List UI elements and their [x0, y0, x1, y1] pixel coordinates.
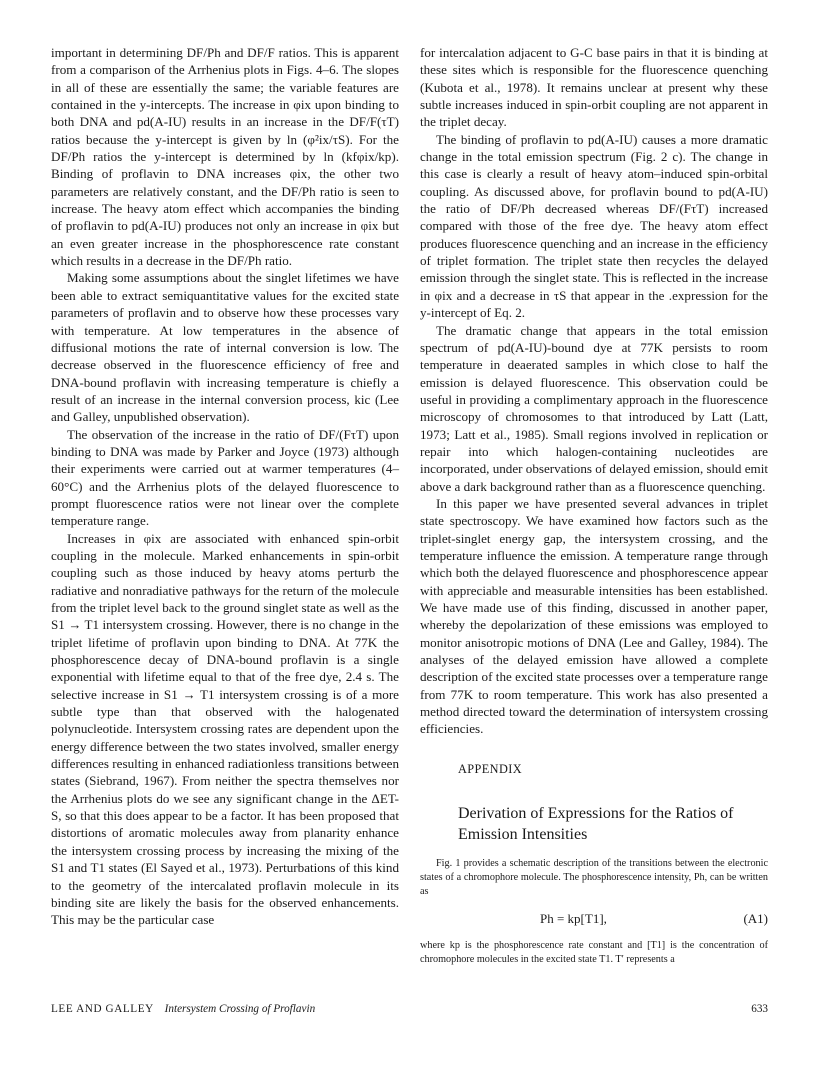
equation-a1: [420, 907, 768, 933]
body-paragraph: The dramatic change that appears in the total emission spectrum of pd(A-IU)-bound dye at 77K persists to room temperature in deaerated samples in which close to half the emission is delayed fluorescence. This observation could be useful in providing a complimentary approach in the fluorescence microscopy of chromosomes to that introduced by Latt (Latt, 1973; Latt et al., 1985). Small regions involved in replication or repair into which halogen-containing nucleotides are incorporated, under observations of delayed emission, should emit above a dark background rather than as a fluorescence quenching.: [420, 322, 768, 494]
body-paragraph: The binding of proflavin to pd(A-IU) causes a more dramatic change in the total emission spectrum (Fig. 2 c). The change in this case is clearly a result of heavy atom–induced spin-orbital coupling. As discussed above, for proflavin bound to pd(A-IU) the ratio of DF/Ph decreased whereas DF/(FτT) increased compared with those of the free dye. The heavy atom effect produces fluorescence quenching and an increase in the efficiency of triplet formation. The triplet state then recycles the delayed emission through the singlet state. This is reflected in the increase in φix and a decrease in τS that appear in the .expression for the y-intercept of Eq. 2.: [420, 131, 768, 321]
body-paragraph: The observation of the increase in the ratio of DF/(FτT) upon binding to DNA was made by Parker and Joyce (1973) although their experiments were carried out at warmer temperatures (4–60°C) and the Arrhenius plots of the delayed fluorescence to prompt fluorescence ratios were not linear over the complete temperature range.: [51, 426, 399, 529]
body-paragraph: Making some assumptions about the singlet lifetimes we have been able to extract semiquantitative values for the excited state parameters of proflavin and to observe how these processes vary with temperature. At low temperatures in the absence of diffusional motions the rate of internal conversion is low. The decrease observed in the fluorescence efficiency of free and DNA-bound proflavin with increasing temperature is chiefly a result of an increase in the internal conversion process, kic (Lee and Galley, unpublished observation).: [51, 270, 399, 425]
running-head: [51, 1003, 315, 1015]
appendix-heading: APPENDIX: [458, 761, 523, 776]
body-paragraph: Increases in φix are associated with enhanced spin-orbit coupling in the molecule. Marked enhancements in spin-orbit coupling such as those induced by heavy atoms perturb the radiative and nonradiative pathways for the return of the molecule from the triplet level back to the ground singlet state as well as the S1 → T1 intersystem crossing. However, there is no change in the triplet lifetime of proflavin upon binding to DNA. At 77K the phosphorescence decay of DNA-bound proflavin is a single exponential with lifetime equal to that of the free dye, 2.4 s. The selective increase in S1 → T1 intersystem crossing is of a more subtle type than that observed with the halogenated polynucleotide. Intersystem crossing rates are dependent upon the energy difference between the two states involved, smaller energy differences resulting in enhanced radiationless transitions between states (Siebrand, 1967). From neither the spectra themselves nor the Arrhenius plots do we see any significant change in the ΔET-S, so that this does appear to be a factor. It has been proposed that distortions of aromatic molecules away from planarity enhance the intersystem crossing process by increasing the mixing of the S1 and T1 states (El Sayed et al., 1973). Perturbations of this kind to the geometry of the intercalated proflavin molecule in its binding site are likely the basis for the observed enhancements. This may be the particular case: [51, 530, 399, 928]
equation-number: (A1): [743, 911, 768, 927]
equation-expression: Ph = kp[T1],: [540, 911, 607, 927]
left-column: [51, 44, 399, 929]
appendix-paragraph: where kp is the phosphorescence rate constant and [T1] is the concentration of chromophore molecules in the excited state T1. T′ represents a: [420, 940, 768, 966]
appendix-title: Derivation of Expressions for the Ratios of Emission Intensities: [458, 804, 734, 843]
appendix-paragraph: Fig. 1 provides a schematic description of the transitions between the electronic states of a chromophore molecule. The phosphorescence intensity, Ph, can be written as: [420, 857, 768, 897]
body-paragraph: important in determining DF/Ph and DF/F ratios. This is apparent from a comparison of the Arrhenius plots in Figs. 4–6. The slopes in all of these are essentially the same; the variable features are contained in the y-intercepts. The increase in φix upon binding to both DNA and pd(A-IU) results in an increase in the DF/F(τT) ratios because the y-intercept is given by ln (φ²ix/τS). For the DF/Ph ratios the y-intercept is determined by ln (kfφix/kp). Binding of proflavin to DNA increases φix, the other two parameters are relatively constant, and the DF/Ph ratio is seen to increase. The heavy atom effect which accompanies the binding of proflavin to pd(A-IU) produces not only an increase in φix but an even greater increase in the phosphorescence rate constant which results in a decrease in the DF/Ph ratio.: [51, 45, 399, 269]
body-paragraph: In this paper we have presented several advances in triplet state spectroscopy. We have examined how factors such as the triplet-singlet energy gap, the intersystem crossing, and the temperature influence the emission. A temperature range through which both the delayed fluorescence and phosphorescence appear with appreciable and measurable intensities has been established. We have made use of this finding, discussed in another paper, whereby the depolarization of these emissions was employed to monitor anisotropic motions of DNA (Lee and Galley, 1984). The analyses of the delayed emission have allowed a complete description of the excited state processes over a temperature range from 77K to room temperature. This work has also presented a method directed toward the determination of intersystem crossing efficiencies.: [420, 495, 768, 737]
body-paragraph: for intercalation adjacent to G-C base pairs in that it is binding at these sites which is responsible for the fluorescence quenching (Kubota et al., 1978). It remains unclear at present why these subtle increases induced in spin-orbit coupling are not apparent in the triplet decay.: [420, 45, 768, 130]
footer-title: Intersystem Crossing of Proflavin: [164, 1003, 316, 1015]
page-number: 633: [751, 1003, 768, 1015]
footer-authors: LEE AND GALLEY: [51, 1003, 154, 1015]
right-column: [420, 44, 768, 967]
